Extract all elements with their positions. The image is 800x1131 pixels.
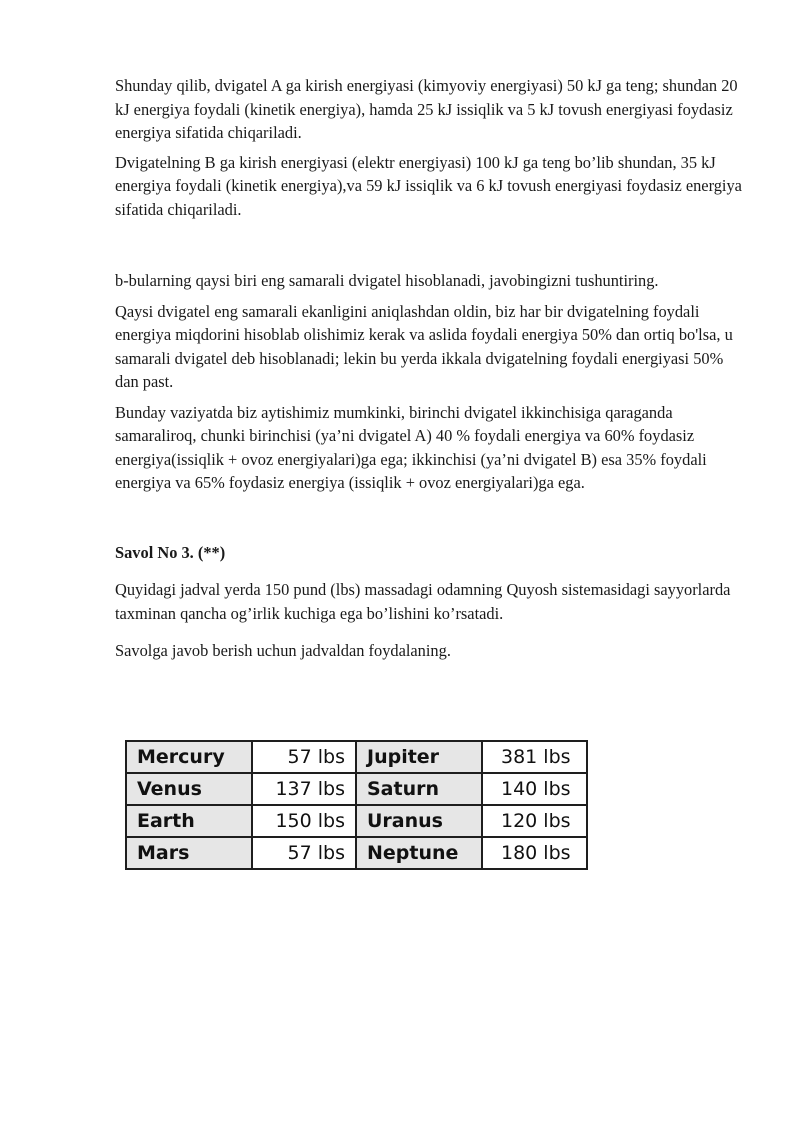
- planet-name-cell: Uranus: [356, 805, 482, 837]
- planet-name-cell: Saturn: [356, 773, 482, 805]
- paragraph-engine-b: Dvigatelning B ga kirish energiyasi (elektr energiyasi) 100 kJ ga teng bo’lib shundan, 35 kJ energiya foydali (kinetik energiya),va 59 kJ issiqlik va 6 kJ tovush energiyasi foydasiz energiya sifatida chiqariladi.: [115, 152, 742, 219]
- weight-cell: 120 lbs: [482, 805, 587, 837]
- document-body: [115, 74, 745, 663]
- weight-cell: 140 lbs: [482, 773, 587, 805]
- planet-name-cell: Mercury: [126, 741, 252, 773]
- weight-cell: 180 lbs: [482, 837, 587, 869]
- weight-cell: 137 lbs: [252, 773, 356, 805]
- weight-cell: 57 lbs: [252, 837, 356, 869]
- planet-name-cell: Jupiter: [356, 741, 482, 773]
- weight-cell: 381 lbs: [482, 741, 587, 773]
- paragraph-engine-a: Shunday qilib, dvigatel A ga kirish energiyasi (kimyoviy energiyasi) 50 kJ ga teng; shundan 20 kJ energiya foydali (kinetik energiya), hamda 25 kJ issiqlik va 5 kJ tovush energiyasi foydasiz energiya sifatida chiqariladi.: [115, 76, 738, 142]
- question-3-instruction: Savolga javob berish uchun jadvaldan foydalaning.: [115, 641, 451, 660]
- planet-name-cell: Mars: [126, 837, 252, 869]
- question-3-heading: Savol No 3. (**): [115, 542, 226, 562]
- answer-paragraph-2: Bunday vaziyatda biz aytishimiz mumkinki, birinchi dvigatel ikkinchisiga qaraganda samaraliroq, chunki birinchisi (ya’ni dvigatel A) 40 % foydali energiya va 60% foydasiz energiya(issiqlik + ovoz energiyalari)ga ega; ikkinchisi (ya’ni dvigatel B) esa 35% foydali energiya va 65% foydasiz energiya (issiqlik + ovoz energiyalari)ga ega.: [115, 402, 707, 492]
- answer-paragraph-1: Qaysi dvigatel eng samarali ekanligini aniqlashdan oldin, biz har bir dvigatelning foydali energiya miqdorini hisoblab olishimiz kerak va aslida foydali energiya 50% dan ortiq bo'lsa, u samarali dvigatel deb hisoblanadi; lekin bu yerda ikkala dvigatelning foydali energiyasi 50% dan past.: [115, 301, 733, 391]
- planet-weights-table: [125, 740, 588, 870]
- planet-name-cell: Venus: [126, 773, 252, 805]
- table-row: [126, 741, 587, 773]
- table-row: [126, 773, 587, 805]
- question-3-intro: Quyidagi jadval yerda 150 pund (lbs) massadagi odamning Quyosh sistemasidagi sayyorlarda taxminan qancha og’irlik kuchiga ega bo’lishini ko’rsatadi.: [115, 580, 731, 623]
- weight-cell: 150 lbs: [252, 805, 356, 837]
- question-b: b-bularning qaysi biri eng samarali dvigatel hisoblanadi, javobingizni tushuntiring.: [115, 271, 659, 290]
- planet-name-cell: Neptune: [356, 837, 482, 869]
- table-row: [126, 837, 587, 869]
- table-row: [126, 805, 587, 837]
- weight-cell: 57 lbs: [252, 741, 356, 773]
- planet-name-cell: Earth: [126, 805, 252, 837]
